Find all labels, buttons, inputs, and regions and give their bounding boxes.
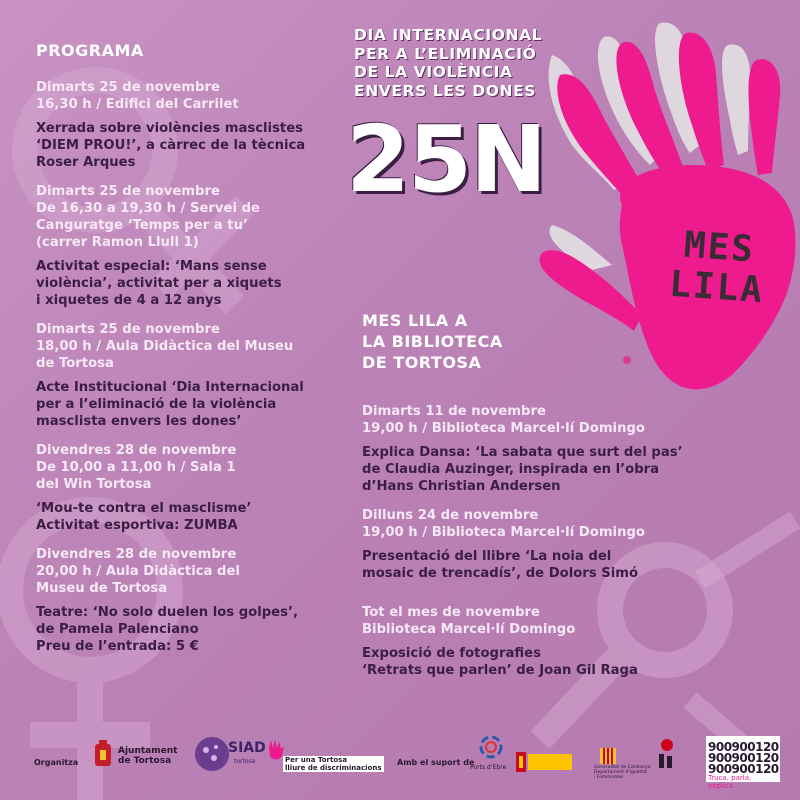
hand-text (652, 224, 783, 313)
generalitat-text (594, 765, 651, 780)
event-desc-line: Roser Arques (36, 155, 136, 170)
event-date-line: Dimarts 11 de novembre (362, 404, 546, 419)
program-event (36, 183, 346, 309)
event-time-line: de Tortosa (36, 356, 114, 371)
generalitat-line: Departament d’Igualtat (594, 770, 648, 775)
helpline-number: 900900120 (708, 751, 779, 765)
per-una-tortosa-text (283, 756, 384, 772)
helpline-slogan: Truca, parla, explica. (708, 774, 752, 790)
event-desc-line: ‘DIEM PROU!’, a càrrec de la tècnica (36, 138, 306, 153)
small-red-logo-icon (655, 738, 679, 772)
event-time-line: 20,00 h / Aula Didàctica del (36, 564, 240, 579)
event-time-line: De 16,30 a 19,30 h / Servei de (36, 201, 260, 216)
event-desc-line: mosaic de trencadís’, de Dolors Simó (362, 566, 639, 581)
per-una-line: lliure de discriminacions (285, 764, 382, 772)
library-event (362, 604, 692, 679)
event-desc-line: ‘Mou-te contra el masclisme’ (36, 501, 252, 516)
event-desc-line: violència’, activitat per a xiquets (36, 276, 282, 291)
library-heading-line: LA BIBLIOTECA (362, 332, 503, 351)
event-time-line: 16,30 h / Edifici del Carrilet (36, 97, 239, 112)
ports-ebre-text: Ports d’Ebre (470, 764, 507, 771)
event-time-line: De 10,00 a 11,00 h / Sala 1 (36, 460, 236, 475)
event-date-line: Dimarts 25 de novembre (36, 80, 220, 95)
event-desc-line: masclista envers les dones’ (36, 414, 242, 429)
spain-government-logo-icon (516, 752, 572, 772)
event-desc-line: Acte Institucional ‘Dia Internacional (36, 380, 304, 395)
footer-logos (0, 718, 800, 800)
siad-sub-text: tortosa (234, 758, 256, 765)
event-desc-line: Presentació del llibre ‘La noia del (362, 549, 612, 564)
big-title-25n: 25N (346, 106, 546, 213)
helpline-box (706, 736, 780, 790)
hand-text-line: MES (682, 224, 757, 271)
event-date-line: Dilluns 24 de novembre (362, 508, 539, 523)
event-time-line: (carrer Ramon Llull 1) (36, 235, 199, 250)
event-desc-line: Teatre: ‘No solo duelen los golpes’, (36, 605, 298, 620)
event-desc-line: Xerrada sobre violències masclistes (36, 121, 304, 136)
event-time-line: del Win Tortosa (36, 477, 152, 492)
program-column (36, 40, 346, 664)
helpline-number: 900900120 (708, 762, 779, 776)
tortosa-coat-of-arms-icon (93, 740, 113, 770)
event-desc-line: per a l’eliminació de la violència (36, 397, 277, 412)
event-date-line: Dimarts 25 de novembre (36, 322, 220, 337)
event-desc-line: Explica Dansa: ‘La sabata que surt del pas’ (362, 445, 683, 460)
title-line: ENVERS LES DONES (354, 81, 537, 100)
program-event (36, 546, 346, 655)
event-date-line: Dimarts 25 de novembre (36, 184, 220, 199)
per-una-line: Per una Tortosa (285, 756, 348, 764)
event-desc-line: Exposició de fotografies (362, 646, 541, 661)
event-time-line: Biblioteca Marcel·lí Domingo (362, 622, 576, 637)
program-heading: PROGRAMA (36, 41, 144, 60)
title-line: PER A L’ELIMINACIÓ (354, 44, 537, 63)
event-time-line: 18,00 h / Aula Didàctica del Museu (36, 339, 294, 354)
event-time-line: Museu de Tortosa (36, 581, 168, 596)
program-event (36, 442, 346, 534)
event-desc-line: i xiquetes de 4 a 12 anys (36, 293, 222, 308)
event-desc-line: de Pamela Palenciano (36, 622, 199, 637)
hand-text-line: LILA (667, 263, 766, 312)
organitza-label: Organitza (34, 758, 79, 767)
library-event (362, 403, 692, 495)
program-event (36, 321, 346, 430)
siad-logo-text: SIAD (228, 740, 266, 756)
event-desc-line: Preu de l’entrada: 5 € (36, 639, 199, 654)
generalitat-logo-icon (600, 748, 616, 764)
event-time-line: 19,00 h / Biblioteca Marcel·lí Domingo (362, 421, 645, 436)
event-desc-line: Activitat esportiva: ZUMBA (36, 518, 238, 533)
ajuntament-line: de Tortosa (118, 756, 172, 766)
event-date-line: Divendres 28 de novembre (36, 547, 237, 562)
event-desc-line: d’Hans Christian Andersen (362, 479, 561, 494)
library-heading-line: DE TORTOSA (362, 353, 482, 372)
title-line: DIA INTERNACIONAL (354, 26, 543, 44)
suport-label: Amb el suport de (397, 758, 475, 767)
ajuntament-logo-text (118, 746, 177, 766)
event-date-line: Divendres 28 de novembre (36, 443, 237, 458)
event-title (354, 26, 542, 100)
event-desc-line: Activitat especial: ‘Mans sense (36, 259, 267, 274)
title-line: DE LA VIOLÈNCIA (354, 63, 513, 81)
library-event (362, 507, 692, 582)
event-time-line: Canguratge ‘Temps per a tu’ (36, 218, 248, 233)
generalitat-line: i Feminismes (594, 775, 624, 780)
event-desc-line: ‘Retrats que parlen’ de Joan Gil Raga (362, 663, 638, 678)
helpline-number: 900900120 (708, 740, 779, 754)
event-time-line: 19,00 h / Biblioteca Marcel·lí Domingo (362, 525, 645, 540)
ajuntament-line: Ajuntament (118, 746, 178, 756)
generalitat-line: Generalitat de Catalunya (594, 765, 651, 770)
event-desc-line: de Claudia Auzinger, inspirada en l’obra (362, 462, 660, 477)
library-heading (362, 310, 692, 373)
program-event (36, 79, 346, 171)
event-date-line: Tot el mes de novembre (362, 605, 540, 620)
ports-ebre-logo-icon (478, 734, 504, 760)
library-column (362, 310, 692, 688)
library-heading-line: MES LILA A (362, 311, 468, 330)
siad-logo-icon (194, 736, 230, 772)
